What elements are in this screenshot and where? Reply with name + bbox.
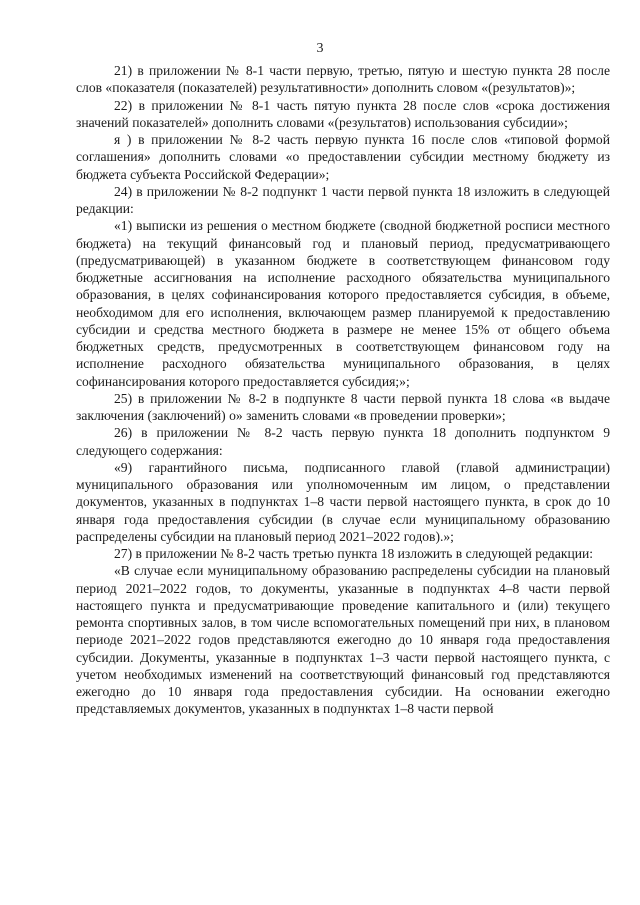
paragraph-subitem-9-text: «9) гарантийного письма, подписанного главой (главой администрации) муниципального образования или уполномоченным им лицом, о представлении документов, указанных в подпунктах 1–8 части первой настоящего пункта, в срок до 10 января года предоставления субсидии (в случае если муниципальному образованию распределены субсидии на плановый период 2021–2022 годов).»; <box>76 459 610 544</box>
paragraph-subitem-1-text: «1) выписки из решения о местном бюджете (сводной бюджетной росписи местного бюджета) на текущий финансовый год и плановый период, предусматривающего (предусматривающей) в указанном бюджете в соответствующем финансовом году бюджетные ассигнования на исполнение расходного обязательства муниципального образования, в целях софинансирования которого предоставляется субсидия, в объеме, необходимом для его исполнения, включающем размер планируемой к предоставлению субсидии и средства местного бюджета в размере не менее 15% от общего объема бюджетных средств, предусмотренных в соответствующем финансовом году на исполнение расходного обязательства муниципального образования, в целях софинансирования которого предоставляется субсидия;»; <box>76 218 610 389</box>
paragraph-item-26: 26) в приложении № 8-2 часть первую пункта 18 дополнить подпунктом 9 следующего содержания: <box>76 425 610 458</box>
document-body <box>76 62 610 718</box>
paragraph-item-24: 24) в приложении № 8-2 подпункт 1 части первой пункта 18 изложить в следующей редакции: <box>76 183 610 216</box>
paragraph-new-wording-text: «В случае если муниципальному образованию распределены субсидии на плановый период 2021–2022 годов, то документы, указанные в подпунктах 4–8 части первой настоящего пункта и предусматривающие проведение капитального и (или) текущего ремонта спортивных залов, в том числе вспомогательных помещений при них, в плановом периоде 2021–2022 годов представляются ежегодно до 10 января года предоставления субсидии. Документы, указанные в подпунктах 1–3 части первой настоящего пункта, с учетом необходимых изменений на соответствующий финансовый год представляются ежегодно до 10 января года предоставления субсидии. На основании ежегодно представляемых документов, указанных в подпунктах 1–8 части первой <box>76 563 610 717</box>
paragraph-item-23: я ) в приложении № 8-2 часть первую пункта 16 после слов «типовой формой соглашения» дополнить словами «о предоставлении субсидии местному бюджету из бюджета субъекта Российской Федерации»; <box>76 132 610 182</box>
paragraph-item-21: 21) в приложении № 8-1 части первую, третью, пятую и шестую пункта 28 после слов «показателя (показателей) результативности» дополнить словом «(результатов)»; <box>76 63 610 96</box>
paragraph-item-22: 22) в приложении № 8-1 часть пятую пункта 28 после слов «срока достижения значений показателей» дополнить словами «(результатов) использования субсидии»; <box>76 97 610 130</box>
paragraph-item-25: 25) в приложении № 8-2 в подпункте 8 части первой пункта 18 слова «в выдаче заключения (заключений) о» заменить словами «в проведении проверки»; <box>76 390 610 423</box>
page-number: 3 <box>316 41 324 56</box>
paragraph-item-27: 27) в приложении № 8-2 часть третью пункта 18 изложить в следующей редакции: <box>114 546 594 561</box>
